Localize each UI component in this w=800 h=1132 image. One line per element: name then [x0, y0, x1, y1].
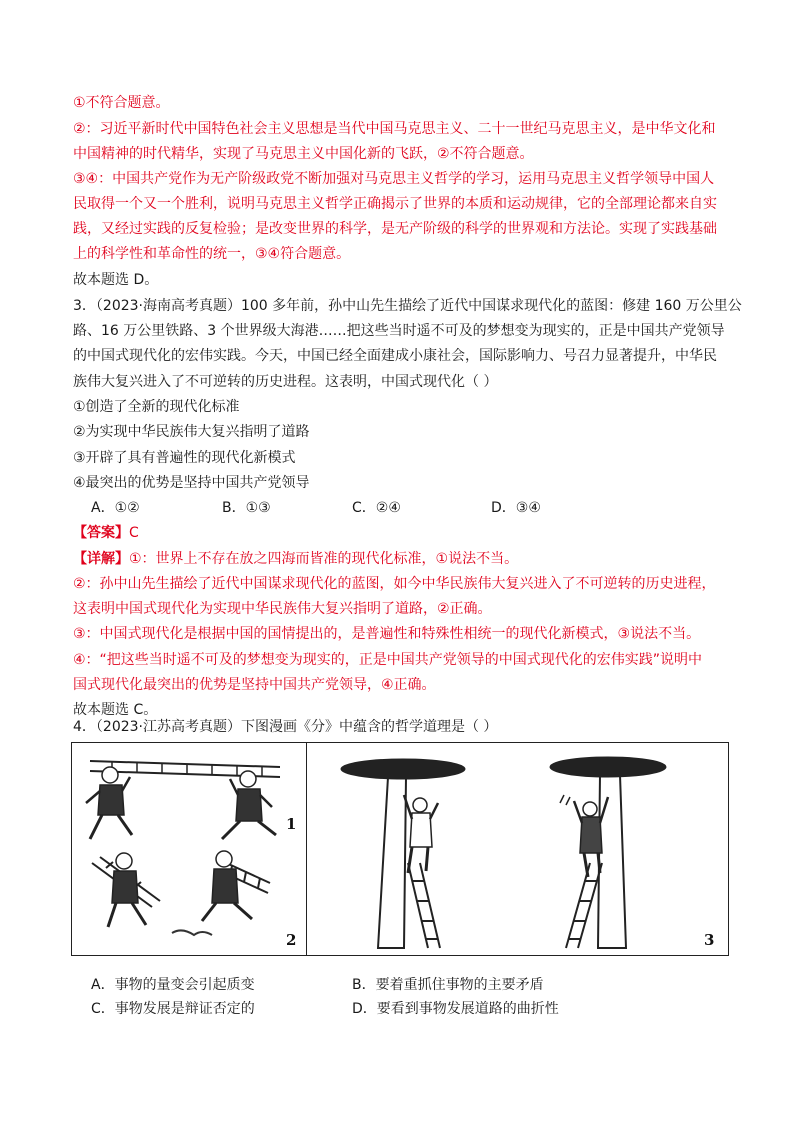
q3-stem: 路、16 万公里铁路、3 个世界级大海港……把这些当时遥不可及的梦想变为现实的，正是中国共产党领导	[73, 323, 725, 339]
q3-item: ③开辟了具有普遍性的现代化新模式	[73, 450, 296, 466]
analysis-line: ②：习近平新时代中国特色社会主义思想是当代中国马克思主义、二十一世纪马克思主义，是中华文化和	[73, 121, 716, 137]
q3-option-d: D．③④	[491, 500, 541, 516]
comic-fen	[71, 742, 729, 956]
q3-item: ①创造了全新的现代化标准	[73, 399, 240, 415]
q3-detail-line: ②：孙中山先生描绘了近代中国谋求现代化的蓝图，如今中华民族伟大复兴进入了不可逆转的历史进程，	[73, 576, 716, 592]
comic-panel-left	[72, 743, 307, 955]
q3-stem: 3．（2023·海南高考真题）100 多年前，孙中山先生描绘了近代中国谋求现代化的蓝图：修建 160 万公里公	[73, 298, 742, 314]
analysis-line: ①不符合题意。	[73, 95, 170, 111]
q4-option-b: B．要着重抓住事物的主要矛盾	[352, 977, 544, 993]
q3-item: ④最突出的优势是坚持中国共产党领导	[73, 475, 310, 491]
analysis-line: 上的科学性和革命性的统一，③④符合题意。	[73, 246, 351, 262]
panel-number-3: 3	[704, 931, 715, 949]
q3-detail	[73, 549, 518, 569]
answer-tag: 【答案】	[73, 525, 129, 541]
analysis-line: 践，又经过实践的反复检验；是改变世界的科学，是无产阶级的科学的世界观和方法论。实现了实践基础	[73, 221, 717, 237]
comic-panel-right	[308, 743, 728, 955]
q3-detail-line: ④：“把这些当时遥不可及的梦想变为现实的，正是中国共产党领导的中国式现代化的宏伟实践”说明中	[73, 652, 703, 668]
detail-text: ①：世界上不存在放之四海而皆准的现代化标准，①说法不当。	[129, 551, 519, 567]
analysis-conclusion: 故本题选 D。	[73, 272, 159, 288]
comic-tree-illustration	[308, 743, 728, 955]
q4-option-d: D．要看到事物发展道路的曲折性	[352, 1001, 559, 1017]
analysis-line: ③④：中国共产党作为无产阶级政党不断加强对马克思主义哲学的学习，运用马克思主义哲学领导中国人	[73, 171, 715, 187]
q3-option-b: B．①③	[222, 500, 271, 516]
panel-number-2: 2	[286, 931, 297, 949]
q3-option-c: C．②④	[352, 500, 401, 516]
q3-stem: 族伟大复兴进入了不可逆转的历史进程。这表明，中国式现代化（ ）	[73, 374, 498, 390]
answer-value: C	[129, 525, 139, 541]
q3-detail-line: 这表明中国式现代化为实现中华民族伟大复兴指明了道路，②正确。	[73, 601, 492, 617]
q4-option-a: A．事物的量变会引起质变	[91, 977, 255, 993]
q3-detail-line: ③：中国式现代化是根据中国的国情提出的，是普遍性和特殊性相统一的现代化新模式，③说法不当。	[73, 626, 701, 642]
analysis-line: 民取得一个又一个胜利，说明马克思主义哲学正确揭示了世界的本质和运动规律，它的全部理论都来自实	[73, 196, 717, 212]
q4-stem: 4．（2023·江苏高考真题）下图漫画《分》中蕴含的哲学道理是（ ）	[73, 719, 498, 735]
q3-answer	[73, 523, 139, 543]
comic-ladder-illustration	[72, 743, 306, 955]
q3-option-a: A．①②	[91, 500, 140, 516]
q3-conclusion: 故本题选 C。	[73, 702, 158, 718]
analysis-line: 中国精神的时代精华，实现了马克思主义中国化新的飞跃，②不符合题意。	[73, 146, 534, 162]
detail-tag: 【详解】	[73, 551, 129, 567]
q3-item: ②为实现中华民族伟大复兴指明了道路	[73, 424, 310, 440]
q3-detail-line: 国式现代化最突出的优势是坚持中国共产党领导，④正确。	[73, 677, 436, 693]
q3-stem: 的中国式现代化的宏伟实践。今天，中国已经全面建成小康社会，国际影响力、号召力显著提升，中华民	[73, 348, 717, 364]
q4-option-c: C．事物发展是辩证否定的	[91, 1001, 255, 1017]
panel-number-1: 1	[286, 815, 297, 833]
